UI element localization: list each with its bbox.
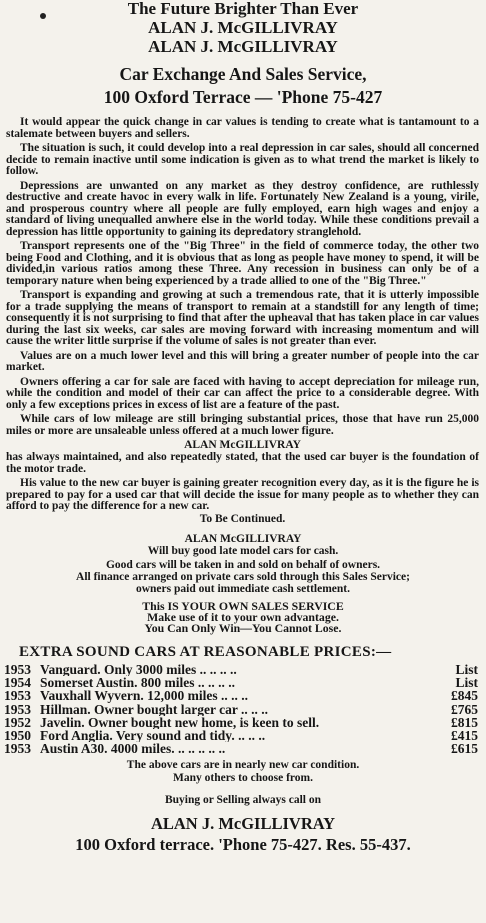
ink-dot [40, 13, 46, 19]
car-year: 1953 [4, 701, 31, 717]
page-title: The Future Brighter Than Ever [127, 0, 359, 18]
cars-note: Many others to choose from. [173, 772, 313, 785]
services-line: Will buy good late model cars for cash. [147, 545, 339, 557]
car-description: Vanguard. Only 3000 miles .. .. .. .. [40, 663, 237, 677]
footer-name: ALAN J. McGILLIVRAY [150, 814, 336, 834]
car-row [4, 742, 478, 755]
paragraph: Owners offering a car for sale are faced with having to accept depreciation for mileage run, while the condition and model of their car can affect the price to a considerable degree. With only a few exceptions prices in excess of list are a feature of the past. [6, 375, 479, 411]
car-price: List [455, 662, 478, 677]
paragraph: It would appear the quick change in car values is tending to create what is tantamount to a stalemate between buyers and sellers. [6, 116, 479, 140]
paragraph: Transport represents one of the "Big Three" in the field of commerce today, the other two being Food and Clothing, and it is obvious that as long as people have money to spend, it will be divided,in various ratios among these Three. Any recession in business can only be of a temporary nature when being experienced by a trade allied to one of the "Big Three." [6, 240, 479, 287]
car-price: £815 [451, 714, 478, 730]
continued-note: To Be Continued. [199, 512, 286, 525]
services-line: Good cars will be taken in and sold on behalf of owners. [105, 559, 381, 571]
car-year: 1950 [4, 728, 31, 744]
car-year: 1953 [4, 688, 31, 704]
car-price: £615 [451, 741, 478, 757]
paragraph: His value to the new car buyer is gaining greater recognition every day, as it is the figure he is prepared to pay for a used car that will decide the issue for many people as to whether they can afford to pay the difference for a new car. [6, 477, 479, 512]
car-row [4, 716, 478, 729]
signature-name: ALAN McGILLIVRAY [184, 439, 301, 451]
advert-line: Make use of it to your own advantage. [147, 610, 339, 624]
car-description: Somerset Austin. 800 miles .. .. .. .. [40, 676, 235, 690]
car-row [4, 676, 478, 689]
business-name: Car Exchange And Sales Service, [119, 64, 367, 84]
buying-line: Buying or Selling always call on [164, 794, 322, 807]
car-year: 1953 [4, 741, 31, 757]
paragraph: While cars of low mileage are still bringing substantial prices, those that have run 25,000 miles or more are unsaleable unless offered at a much lower figure. [6, 413, 479, 437]
paragraph: has always maintained, and also repeatedly stated, that the used car buyer is the foundation of the motor trade. [6, 451, 479, 475]
car-description: Vauxhall Wyvern. 12,000 miles .. .. .. [40, 689, 249, 703]
extra-cars-heading: EXTRA SOUND CARS AT REASONABLE PRICES:— [19, 644, 392, 660]
paragraph: The situation is such, it could develop into a real depression in car sales, should all concerned decide to remain inactive until some indication is given as to what trend the market is likely to follow. [6, 142, 479, 177]
owner-name-2: ALAN J. McGILLIVRAY [148, 37, 338, 56]
owner-name-1: ALAN J. McGILLIVRAY [148, 18, 338, 37]
cars-note: The above cars are in nearly new car condition. [126, 759, 360, 772]
car-row [4, 703, 478, 716]
cars-list [0, 663, 486, 755]
footer-address: 100 Oxford terrace. 'Phone 75-427. Res. 55-437. [75, 835, 411, 855]
paragraph: Transport is expanding and growing at such a tremendous rate, that it is utterly impossible for a trade supplying the means of transport to remain at a standstill for any length of time; consequently it is not surprising to find that after the upheaval that has taken place in car values during the last six weeks, car sales are moving forward with increasing momentum and will cause the writer little surprise if the volume of sales is not greater than ever. [6, 289, 479, 347]
car-price: List [455, 675, 478, 691]
car-row [4, 689, 478, 702]
car-year: 1952 [4, 714, 31, 730]
car-row [4, 663, 478, 676]
article-body [0, 117, 486, 525]
services-line: owners paid out immediate cash settlement. [135, 583, 350, 595]
car-description: Austin A30. 4000 miles. .. .. .. .. .. [40, 742, 226, 756]
paragraph: Depressions are unwanted on any market as they destroy confidence, are ruthlessly destructive and create havoc in every walk in life. Fortunately New Zealand is a young, virile, and prosperous country where all people are fully employed, earn high wages and enjoy a standard of living unequalled anwhere else in the world today. While these conditions prevail a depression has little opportunity to gaining its depredatory stranglehold. [6, 179, 479, 238]
car-year: 1954 [4, 675, 31, 691]
car-year: 1953 [4, 662, 31, 677]
advert-block [0, 601, 486, 634]
advert-line: You Can Only Win—You Cannot Lose. [144, 621, 342, 635]
car-price: £415 [451, 728, 478, 744]
services-block [0, 533, 486, 595]
services-line: All finance arranged on private cars sold through this Sales Service; [76, 571, 410, 583]
car-description: Ford Anglia. Very sound and tidy. .. .. .. [40, 729, 266, 743]
services-name: ALAN McGILLIVRAY [184, 533, 302, 545]
car-description: Javelin. Owner bought new home, is keen to sell. [40, 715, 320, 730]
car-price: £845 [451, 688, 478, 704]
business-address: 100 Oxford Terrace — 'Phone 75-427 [103, 87, 383, 107]
advert-line: This IS YOUR OWN SALES SERVICE [142, 599, 344, 613]
car-row [4, 729, 478, 742]
car-description: Hillman. Owner bought larger car .. .. .. [40, 702, 268, 716]
paragraph: Values are on a much lower level and this will bring a greater number of people into the car market. [6, 349, 479, 373]
car-price: £765 [451, 701, 478, 717]
